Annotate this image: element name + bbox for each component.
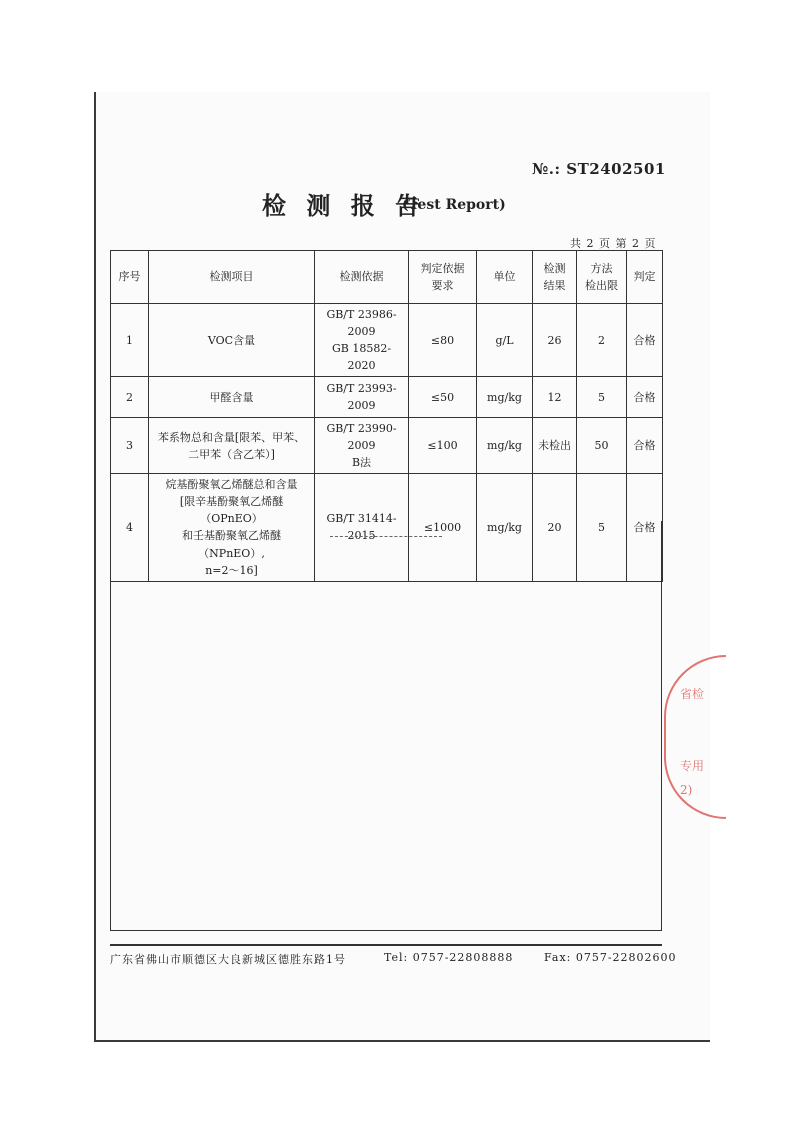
cell-result: 26 [533,304,577,377]
table-row [111,304,663,377]
cell-item: 甲醛含量 [149,377,315,418]
cell-result: 20 [533,474,577,581]
cell-verdict: 合格 [627,418,663,474]
cell-verdict: 合格 [627,474,663,581]
cell-requirement: ≤1000 [409,474,477,581]
cell-no: 3 [111,418,149,474]
cell-unit: mg/kg [477,418,533,474]
cell-basis: GB/T 23993-2009 [315,377,409,418]
blank-area [110,521,662,931]
cell-result: 12 [533,377,577,418]
cell-limit: 5 [577,474,627,581]
table-header-row [111,251,663,304]
stamp-text: 2) [680,783,693,797]
table-row [111,377,663,418]
cell-requirement: ≤50 [409,377,477,418]
header-cell: 检测项目 [149,251,315,304]
cell-requirement: ≤80 [409,304,477,377]
header-cell: 单位 [477,251,533,304]
cell-requirement: ≤100 [409,418,477,474]
cell-no: 4 [111,474,149,581]
report-title-english: (Test Report) [402,197,506,213]
report-number: №.: ST2402501 [532,160,666,178]
header-cell: 序号 [111,251,149,304]
header-cell: 检测 结果 [533,251,577,304]
end-of-results-divider [330,536,442,537]
cell-unit: mg/kg [477,377,533,418]
header-cell: 判定依据 要求 [409,251,477,304]
cell-limit: 5 [577,377,627,418]
cell-no: 1 [111,304,149,377]
cell-limit: 50 [577,418,627,474]
page-counter: 共 2 页 第 2 页 [570,237,657,250]
stamp-text: 专用 [680,759,705,773]
stamp-text: 省检 [680,687,705,701]
footer-fax: Fax: 0757-22802600 [544,951,677,964]
footer-tel: Tel: 0757-22808888 [384,951,514,964]
cell-verdict: 合格 [627,377,663,418]
cell-result: 未检出 [533,418,577,474]
footer-divider [110,944,662,946]
cell-basis: GB/T 23990-2009 B法 [315,418,409,474]
cell-limit: 2 [577,304,627,377]
cell-no: 2 [111,377,149,418]
header-cell: 方法 检出限 [577,251,627,304]
table-row [111,418,663,474]
cell-unit: mg/kg [477,474,533,581]
cell-unit: g/L [477,304,533,377]
cell-item: VOC含量 [149,304,315,377]
header-cell: 判定 [627,251,663,304]
cell-verdict: 合格 [627,304,663,377]
cell-item: 烷基酚聚氧乙烯醚总和含量 [限辛基酚聚氧乙烯醚（OPnEO） 和壬基酚聚氧乙烯醚（NPnEO）, n=2～16] [149,474,315,581]
cell-basis: GB/T 31414-2015 [315,474,409,581]
header-cell: 检测依据 [315,251,409,304]
cell-basis: GB/T 23986-2009 GB 18582-2020 [315,304,409,377]
footer-address: 广东省佛山市顺德区大良新城区德胜东路1号 [110,953,346,966]
report-title: 检 测 报 告 [262,191,426,220]
cell-item: 苯系物总和含量[限苯、甲苯、 二甲苯（含乙苯）] [149,418,315,474]
